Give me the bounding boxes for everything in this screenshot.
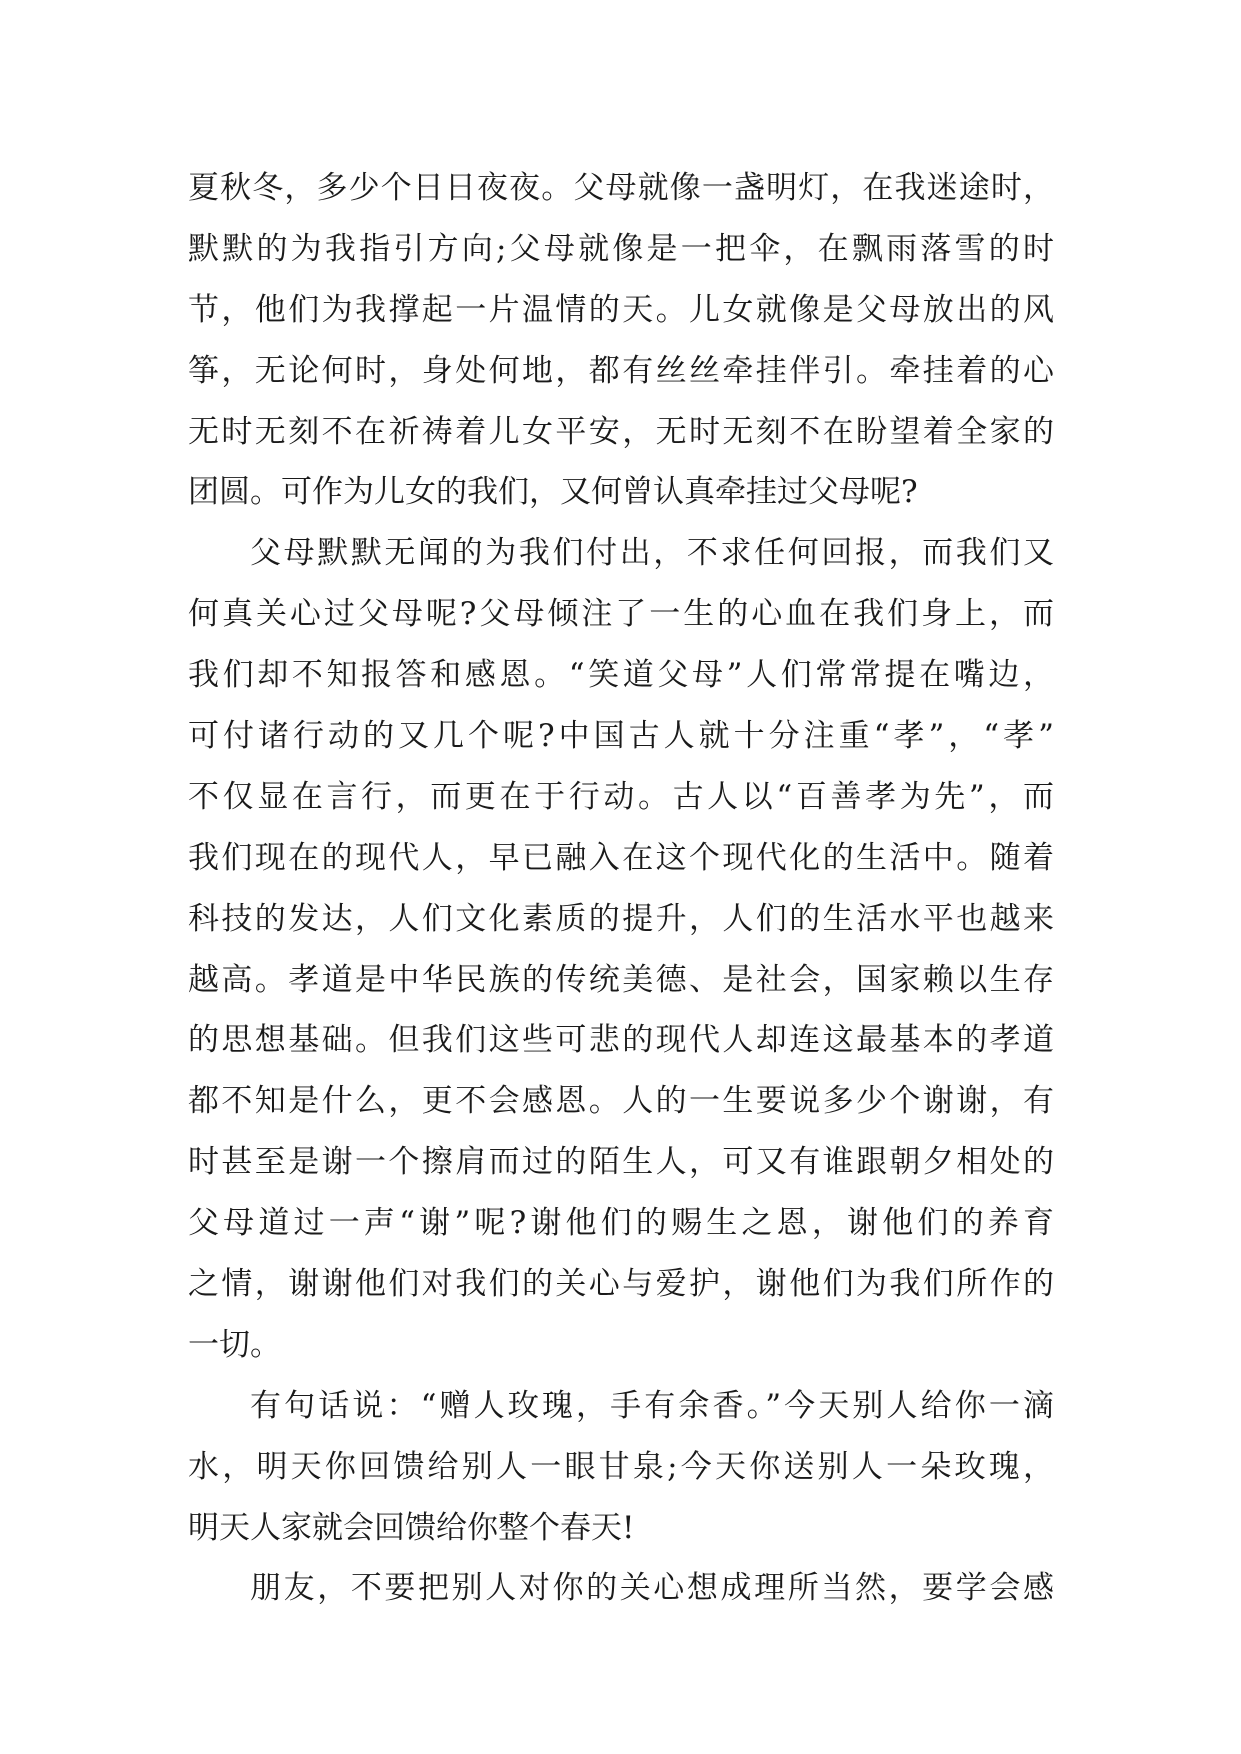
paragraph-first-line: 父母默默无闻的为我们付出，不求任何回报，而我们又	[250, 535, 1054, 572]
text-line: 我们现在的现代人，早已融入在这个现代化的生活中。随着	[188, 839, 1054, 876]
text-line: 都不知是什么，更不会感恩。人的一生要说多少个谢谢，有	[188, 1083, 1054, 1120]
text-line: 明天人家就会回馈给你整个春天!	[188, 1509, 635, 1546]
text-line: 团圆。可作为儿女的我们，又何曾认真牵挂过父母呢?	[188, 474, 918, 511]
text-line: 我们却不知报答和感恩。“笑道父母”人们常常提在嘴边，	[188, 657, 1054, 694]
text-line: 默默的为我指引方向;父母就像是一把伞，在飘雨落雪的时	[188, 230, 1054, 267]
text-line: 越高。孝道是中华民族的传统美德、是社会，国家赖以生存	[188, 961, 1054, 998]
paragraph-first-line: 朋友，不要把别人对你的关心想成理所当然，要学会感	[250, 1570, 1054, 1607]
text-line: 水，明天你回馈给别人一眼甘泉;今天你送别人一朵玫瑰，	[188, 1448, 1054, 1485]
text-line: 可付诸行动的又几个呢?中国古人就十分注重“孝”，“孝”	[188, 718, 1054, 755]
text-line: 筝，无论何时，身处何地，都有丝丝牵挂伴引。牵挂着的心	[188, 352, 1054, 389]
text-line: 无时无刻不在祈祷着儿女平安，无时无刻不在盼望着全家的	[188, 413, 1054, 450]
text-line: 一切。	[188, 1326, 281, 1363]
text-line: 科技的发达，人们文化素质的提升，人们的生活水平也越来	[188, 900, 1054, 937]
text-line: 何真关心过父母呢?父母倾注了一生的心血在我们身上，而	[188, 596, 1054, 633]
text-line: 之情，谢谢他们对我们的关心与爱护，谢他们为我们所作的	[188, 1266, 1054, 1303]
text-line: 节，他们为我撑起一片温情的天。儿女就像是父母放出的风	[188, 291, 1054, 328]
text-line: 不仅显在言行，而更在于行动。古人以“百善孝为先”，而	[188, 778, 1054, 815]
paragraph-first-line: 有句话说：“赠人玫瑰，手有余香。”今天别人给你一滴	[250, 1387, 1054, 1424]
body-text	[188, 158, 1054, 1619]
text-line: 的思想基础。但我们这些可悲的现代人却连这最基本的孝道	[188, 1022, 1054, 1059]
text-line: 时甚至是谢一个擦肩而过的陌生人，可又有谁跟朝夕相处的	[188, 1144, 1054, 1181]
text-line: 夏秋冬，多少个日日夜夜。父母就像一盏明灯，在我迷途时，	[188, 170, 1054, 206]
text-line: 父母道过一声“谢”呢?谢他们的赐生之恩，谢他们的养育	[188, 1205, 1054, 1242]
